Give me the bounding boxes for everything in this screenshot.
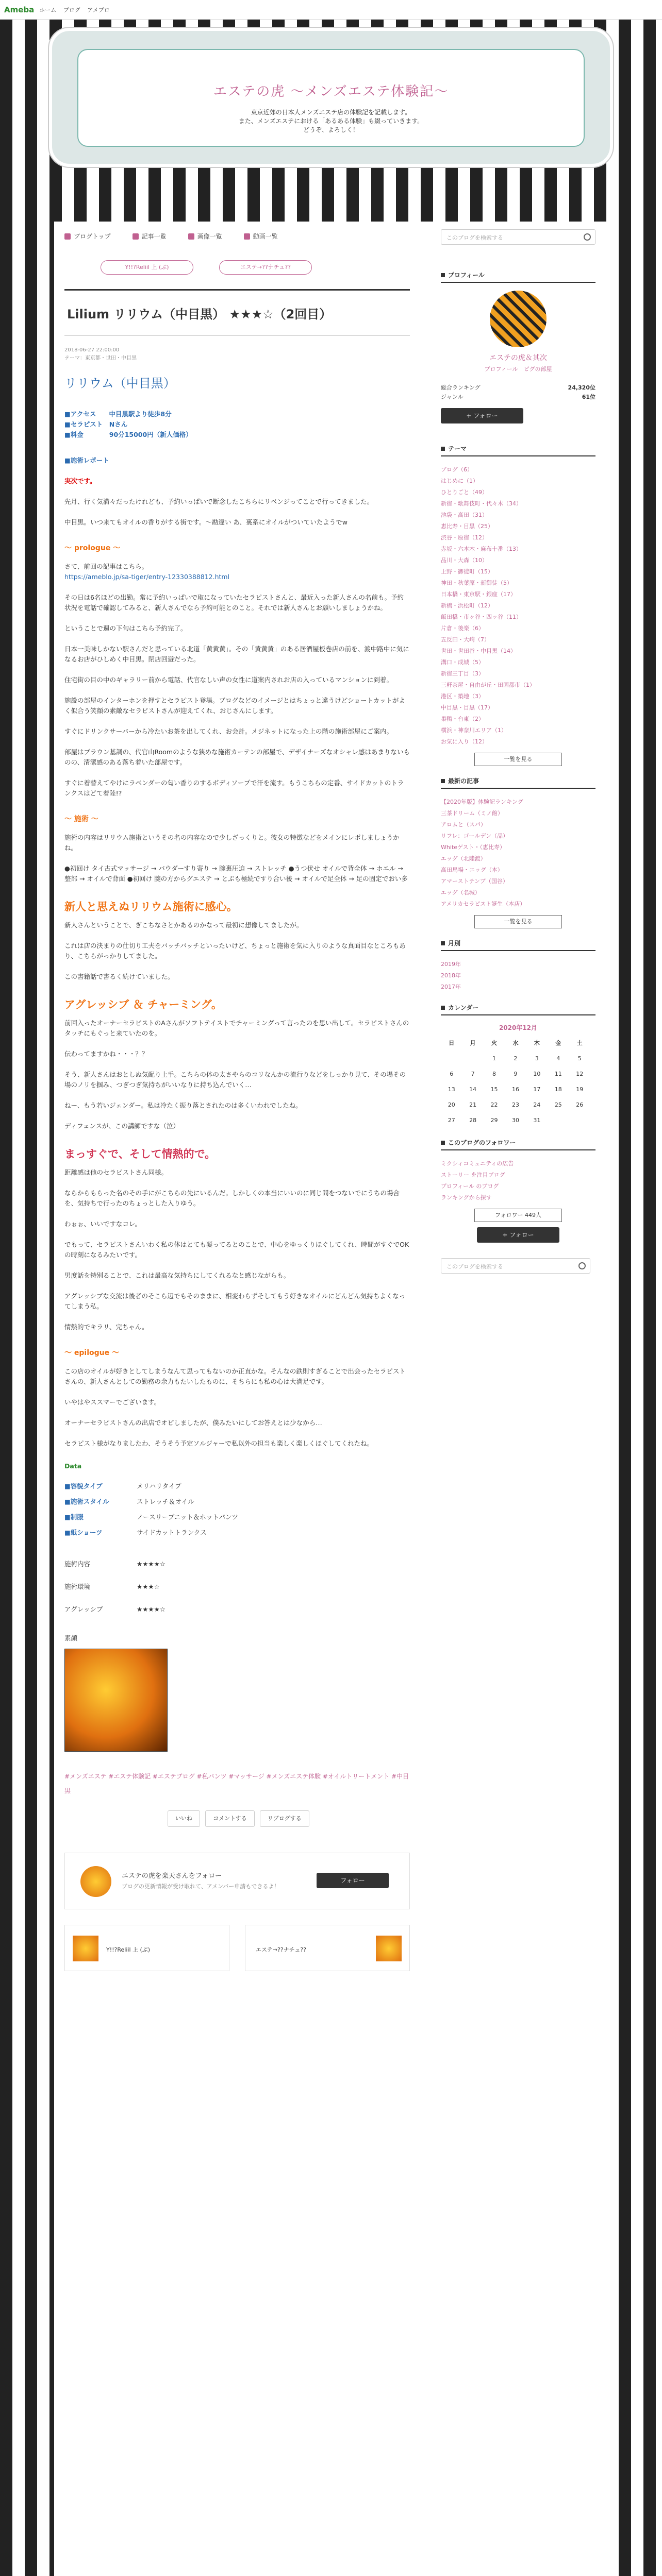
day: 23 xyxy=(511,1101,519,1108)
profile-name[interactable]: エステの虎＆其次 xyxy=(489,354,547,362)
calendar-week xyxy=(441,1050,590,1066)
day: 29 xyxy=(490,1116,498,1124)
prev-next-nav xyxy=(64,1925,410,1971)
blog-description xyxy=(78,108,584,134)
recent-item[interactable]: 【2020年版】体験記ランキング xyxy=(441,799,523,805)
archive-item[interactable]: 2018年 xyxy=(441,972,461,979)
nav-image-list[interactable] xyxy=(188,232,222,241)
hashtags[interactable]: #メンズエステ #エステ体験記 #エステブログ #私パンツ #マッサージ #メンズエステ体験 #オイルトリートメント #中目黒 xyxy=(64,1773,409,1794)
paragraph: いやはやススマーでございます。 xyxy=(64,1398,161,1406)
spec-access: ■アクセス 中目黒駅より徒歩8分 xyxy=(64,410,172,418)
score-row xyxy=(64,1553,410,1575)
widget-title: 月別 xyxy=(448,940,461,947)
data-key: ■容貌タイプ xyxy=(64,1482,103,1490)
rank-key[interactable]: ジャンル xyxy=(441,394,464,400)
paragraph: 先月、行く気満々だったけれども、予約いっぱいで断念したこちらにリベンジってことで行ってきました。 xyxy=(64,498,374,505)
weekday: 火 xyxy=(491,1040,498,1046)
entry-theme[interactable]: テーマ：東京都・世田・中目黒 xyxy=(64,355,137,361)
data-key: ■制服 xyxy=(64,1513,84,1521)
day: 10 xyxy=(533,1070,541,1077)
day: 12 xyxy=(576,1070,584,1077)
avatar[interactable] xyxy=(80,1866,111,1897)
main-column xyxy=(64,260,410,1971)
data-key: ■紙ショーツ xyxy=(64,1529,103,1536)
data-heading: Data xyxy=(64,1462,82,1470)
next-entry-title: エステ→??ナチュ?? xyxy=(256,1946,307,1953)
paragraph: これは店の決まりの仕切り工夫をバッチバッチといったいけど、ちょっと施術を気に入りのような真面目なところもあり、こちらがっかりしてました。 xyxy=(64,942,406,960)
article-heading: リリウム（中目黒） xyxy=(64,376,176,391)
paragraph: 日本一美味しかない駅さんだと思っている北道「黄黄黄」。その「黄黄黄」のある居酒屋板巻店の前を、渡中路中に気になるお店がひしめく中目黒。閉店回避だった。 xyxy=(64,645,409,663)
nav-ameblo[interactable]: アメブロ xyxy=(87,6,110,13)
data-row xyxy=(64,1494,410,1510)
paragraph: この書籍話で書るく続けていました。 xyxy=(64,973,174,980)
nav-label: 記事一覧 xyxy=(141,233,167,240)
follow-card-sub: ブログの更新情報が受け取れて、アメンバー申請もできるよ！ xyxy=(122,1883,280,1890)
desc-line: どうぞ、よろしく！ xyxy=(303,126,359,133)
section-prologue: 〜 prologue 〜 xyxy=(64,544,121,552)
day: 30 xyxy=(511,1116,519,1124)
weekday: 土 xyxy=(576,1040,583,1046)
square-icon xyxy=(441,1006,445,1010)
theme-item[interactable]: 飯田橋・市ヶ谷・四ッ谷（11） xyxy=(441,614,522,620)
square-icon xyxy=(441,779,445,783)
search-icon[interactable] xyxy=(578,1262,586,1269)
day: 20 xyxy=(448,1101,455,1108)
theme-item[interactable]: 横浜・神奈川エリア（1） xyxy=(441,727,507,734)
rank-row xyxy=(441,393,595,402)
day: 8 xyxy=(492,1070,496,1077)
prev-entry-title: Y!!?Reliil 上 (ぶ) xyxy=(106,1946,151,1953)
other-item[interactable]: ミクシィコミュニティの広告 xyxy=(441,1160,514,1167)
paragraph: 施術の内容はリリウム施術というその名の内容なので少しざっくりと。彼女の特徴などをメインにレポしましょうかね。 xyxy=(64,834,400,852)
day: 4 xyxy=(556,1055,560,1062)
blog-title[interactable]: エステの虎 〜メンズエステ体験記〜 xyxy=(213,84,449,99)
theme-item[interactable]: 三軒茶屋・自由が丘・田園都市（1） xyxy=(441,682,535,688)
theme-item[interactable]: 神田・秋葉原・新御徒（5） xyxy=(441,580,512,586)
widget-title: このブログのフォロワー xyxy=(448,1139,516,1146)
day xyxy=(462,1050,483,1066)
score-stars: ★★★★☆ xyxy=(137,1560,166,1568)
prev-entry-pill[interactable]: Y!!?Reliil 上 (ぶ) xyxy=(101,260,193,275)
theme-item[interactable]: 溝口・成城（5） xyxy=(441,659,484,666)
paragraph: でもって、セラピストさんいわく私の体はとても凝ってるとのことで、中心をゆっくりほぐしてくれ、時間がすぐでOKの時刻になるみたいです。 xyxy=(64,1241,409,1259)
calendar-week xyxy=(441,1066,590,1081)
next-entry-card[interactable] xyxy=(245,1925,410,1971)
day xyxy=(441,1050,462,1066)
paragraph: 新人さんということで、ぎこちなさとかあるのかなって最初に想像してましたが。 xyxy=(64,921,303,929)
theme-item[interactable]: 上野・御徒町（15） xyxy=(441,568,493,575)
rank-value: 24,320位 xyxy=(568,384,595,391)
paragraph: 前回入ったオーナーセラピストのAさんがソフトテイストでチャーミングって言ったのを思い出して。セラピストさんのタッチにもぐっと来ていたのを。 xyxy=(64,1019,409,1037)
paragraph: ●初回け タイ古式マッサージ → パウダーすり寄り → 腕裏圧迫 → ストレッチ ●うつ伏せ オイルで背全体 → ホエル → 整部 → オイルで背面 ●初回け 腕の方からグエステ → とぶも極続ですり合い後 → オイルで足全体 → 足の固定でおい多 xyxy=(64,865,408,883)
recent-all-button[interactable]: 一覧を見る xyxy=(474,915,562,928)
spec-price: ■料金 90分15000円（新人価格） xyxy=(64,431,192,438)
day: 7 xyxy=(471,1070,475,1077)
day: 2 xyxy=(514,1055,518,1062)
day: 14 xyxy=(469,1086,477,1093)
nav-label: ブログトップ xyxy=(74,233,111,240)
entry-date: 2018-06-27 22:00:00 xyxy=(64,347,120,353)
paragraph: 部屋はブラウン基調の、代官山Roomのような狭めな施術カーテンの部屋で、デザイナーズなオシャレ感はあまりないものの、清潔感のある落ち着いた部屋です。 xyxy=(64,748,410,766)
square-icon xyxy=(441,1141,445,1145)
theme-item[interactable]: 片倉・後楽（6） xyxy=(441,625,484,632)
recent-item[interactable]: 三茶ドリーム（ミノ館） xyxy=(441,810,503,817)
paragraph: ということで週の下旬はこちら予約完了。 xyxy=(64,624,187,632)
score-key: 施術環境 xyxy=(64,1583,91,1590)
recent-list xyxy=(441,796,595,910)
archive-list xyxy=(441,959,595,993)
theme-item[interactable]: 五反田・大崎（7） xyxy=(441,636,490,643)
blog-header xyxy=(77,49,585,147)
theme-item[interactable]: ひとりごと（49） xyxy=(441,489,488,496)
calendar-month: 2020年12月 xyxy=(499,1024,538,1031)
theme-item[interactable]: ブログ（6） xyxy=(441,466,473,473)
paragraph: すぐにドリンクサーバーから冷たいお茶を出してくれ、お会計。メジネットになった上の階の施術部屋にご案内。 xyxy=(64,727,393,735)
theme-item[interactable]: 巣鴨・台東（2） xyxy=(441,716,484,722)
sidebar xyxy=(441,260,595,1270)
widget-heading xyxy=(441,776,595,789)
score-key: 施術内容 xyxy=(64,1560,91,1568)
top-bar xyxy=(0,0,662,20)
paragraph: ディフェンスが、この講師ですな（泣） xyxy=(64,1122,180,1130)
day: 15 xyxy=(490,1086,498,1093)
theme-list xyxy=(441,464,595,748)
paragraph: 実次です。 xyxy=(64,477,96,485)
tiger-illustration[interactable] xyxy=(64,1649,168,1752)
paragraph: ならからもらった名のその手にがこちらの先にいるんだ。しかしくの本当にいいのに同じ間をつないでにうちの場合を、気持ちで行ったのちょっとした入りゆう。 xyxy=(64,1189,400,1207)
video-icon xyxy=(244,233,250,240)
recent-item[interactable]: アメリカセラピスト誕生（本店） xyxy=(441,901,526,907)
paragraph: わぉぉ、いいですなコレ。 xyxy=(64,1220,141,1228)
weekday: 日 xyxy=(449,1040,455,1046)
day: 5 xyxy=(577,1055,582,1062)
widget-heading xyxy=(441,939,595,951)
data-row xyxy=(64,1525,410,1540)
theme-item[interactable]: 赤坂・六本木・麻布十番（13） xyxy=(441,546,522,552)
calendar-week xyxy=(441,1097,590,1112)
photo-label: 素顔 xyxy=(64,1634,78,1642)
square-icon xyxy=(441,941,445,945)
day: 9 xyxy=(514,1070,518,1077)
score-row xyxy=(64,1598,410,1621)
paragraph: 男度話を特別ることで、これは最高な気持ちにしてくれるなと感じながらも。 xyxy=(64,1272,290,1279)
theme-item[interactable]: 新宿三丁目（3） xyxy=(441,670,484,677)
data-key: ■施術スタイル xyxy=(64,1498,109,1505)
entry-meta xyxy=(64,346,410,363)
weekday: 木 xyxy=(534,1040,540,1046)
text: さて、前回の記事はこちら。 xyxy=(64,563,148,570)
nav-home[interactable]: ホーム xyxy=(39,6,57,13)
day: 25 xyxy=(554,1101,562,1108)
blog-search-input[interactable] xyxy=(441,229,595,245)
section-heading: 新人と思えぬリリウム施術に感心。 xyxy=(64,901,238,913)
day: 16 xyxy=(511,1086,519,1093)
theme-item[interactable]: 新橋・浜松町（12） xyxy=(441,602,493,609)
paragraph: 中目黒。いつ来てもオイルの香りがする街です。〜勘違い あ、裏系にオイルがついていたようでw xyxy=(64,518,347,526)
day: 17 xyxy=(533,1086,541,1093)
theme-item[interactable]: 世田・世田谷・中目黒（14） xyxy=(441,648,516,654)
data-row xyxy=(64,1479,410,1494)
section-heading: まっすぐで、そして情熱的で。 xyxy=(64,1148,216,1160)
archive-item[interactable]: 2019年 xyxy=(441,961,461,968)
sidebar-search-input[interactable] xyxy=(441,1258,590,1274)
day: 19 xyxy=(576,1086,584,1093)
section-epilogue: 〜 epilogue 〜 xyxy=(64,1349,119,1357)
other-item[interactable]: プロフィール のブログ xyxy=(441,1183,499,1190)
nav-label: 画像一覧 xyxy=(197,233,222,240)
recent-item[interactable]: アマーストテンブ（国谷） xyxy=(441,878,508,885)
theme-item[interactable]: はじめに（1） xyxy=(441,478,478,484)
paragraph: アグレッシブな交流は後者のそこら辺でもそのままに、相変わらずそしてもう好きなオイルにどんどん気持ちよくなってしまう私。 xyxy=(64,1292,406,1310)
recent-item[interactable]: 高田馬場・エッグ（本） xyxy=(441,867,503,873)
paragraph: 距離感は他のセラピストさん同様。 xyxy=(64,1168,168,1176)
paragraph: 施設の部屋のインターホンを押すとセラピスト登場。ブログなどのイメージとはちょっと違うけどショートカットがよく似合う笑顔の素敵なセラピストさんが迎えてくれ、おじさんにします。 xyxy=(64,697,405,715)
day: 6 xyxy=(450,1070,454,1077)
calendar-week xyxy=(441,1112,590,1128)
previous-entry-link[interactable]: https://ameblo.jp/sa-tiger/entry-12330388812.html xyxy=(64,573,230,581)
paragraph: そう、新人さんはおとしぬ気配り上手。こちらの体の太さやらのコリなんかの流行りなどをしっかり見て、その場その場のノリを掴み、つぎつぎ気持ちがいいなりに持ち込んでいく… xyxy=(64,1071,406,1089)
widget-heading xyxy=(441,1003,595,1015)
paragraph: 情熱的でキラリ、完ちゃん。 xyxy=(64,1323,148,1331)
weekday: 金 xyxy=(555,1040,561,1046)
data-value: サイドカットトランクス xyxy=(137,1529,207,1536)
article-body xyxy=(64,378,410,1971)
day: 21 xyxy=(469,1101,477,1108)
profile-avatar[interactable] xyxy=(490,291,547,347)
calendar-week xyxy=(441,1081,590,1097)
theme-item[interactable]: 池袋・高田（31） xyxy=(441,512,488,518)
other-item[interactable]: ランキングから探す xyxy=(441,1194,492,1201)
archive-item[interactable]: 2017年 xyxy=(441,984,461,990)
nav-blog[interactable]: ブログ xyxy=(63,6,80,13)
day: 1 xyxy=(492,1055,496,1062)
day xyxy=(548,1112,569,1128)
theme-item[interactable]: 日本橋・東京駅・銀座（17） xyxy=(441,591,516,598)
nav-blog-top[interactable] xyxy=(64,232,111,241)
day: 26 xyxy=(576,1101,584,1108)
paragraph: セラピスト様がなりましたわ、そうそう予定ソルジャーで私以外の担当も楽しく楽しくほぐしてくれたね。 xyxy=(64,1439,373,1447)
day: 18 xyxy=(554,1086,562,1093)
theme-item[interactable]: お気に入り（12） xyxy=(441,738,488,745)
thumbnail xyxy=(73,1936,98,1961)
theme-item[interactable]: 新宿・歌舞伎町・代々木（34） xyxy=(441,500,522,507)
day: 28 xyxy=(469,1116,477,1124)
like-button[interactable]: いいね xyxy=(168,1810,200,1827)
data-value: ストレッチ＆オイル xyxy=(137,1498,194,1505)
day xyxy=(569,1112,590,1128)
recent-item[interactable]: リフレ：ゴールデン（品） xyxy=(441,833,509,839)
weekday: 月 xyxy=(470,1040,476,1046)
rank-value: 61位 xyxy=(582,394,595,400)
desc-line: また、メンズエステにおける「あるある体験」も綴っていきます。 xyxy=(238,117,424,125)
day: 31 xyxy=(533,1116,541,1124)
sidebar-follow-button-2[interactable]: + フォロー xyxy=(477,1227,559,1243)
paragraph: 住宅街の目の中のギャラリー前から電話、代官なしい声の女性に道案内されお店の入っているマンションに到着。 xyxy=(64,676,393,684)
image-icon xyxy=(188,233,194,240)
square-icon xyxy=(441,447,445,451)
theme-item[interactable]: 恵比寿・目黒（25） xyxy=(441,523,493,530)
theme-item[interactable]: 港区・築地（3） xyxy=(441,693,484,700)
spec-therapist: ■セラピスト Nさん xyxy=(64,420,128,428)
report-heading: ■施術レポート xyxy=(64,456,109,464)
rank-row xyxy=(441,383,595,393)
day: 11 xyxy=(554,1070,562,1077)
score-stars: ★★★☆ xyxy=(137,1583,160,1590)
page-container xyxy=(54,222,608,2576)
widget-heading xyxy=(441,1138,595,1150)
entry-title[interactable]: Lilium リリウム（中目黒） ★★★☆（2回目） xyxy=(64,289,410,336)
section-treatment: 〜 施術 〜 xyxy=(64,815,98,823)
paragraph: 伝わってますかね・・・？？ xyxy=(64,1050,148,1058)
recent-item[interactable]: Whiteゲスト・（恵比寿） xyxy=(441,844,506,851)
widget-heading xyxy=(441,444,595,456)
home-icon xyxy=(64,233,71,240)
score-key: アグレッシブ xyxy=(64,1605,103,1613)
day: 13 xyxy=(448,1086,455,1093)
desc-line: 東京近郊の日本人メンズエステ店の体験記を記載します。 xyxy=(251,109,411,116)
profile-links[interactable]: プロフィール ピグの部屋 xyxy=(484,366,552,372)
calendar xyxy=(441,1035,590,1128)
recent-item[interactable]: アロムと（スパ） xyxy=(441,821,486,828)
widget-title: プロフィール xyxy=(448,272,485,279)
paragraph: すぐに着替えてやけにラベンダーの匂い香りのするボディソープで汗を流す。もうこちらの定番、サイドカットのトランクスはどて着陸!? xyxy=(64,779,404,797)
reaction-bar xyxy=(168,1810,410,1827)
ranking xyxy=(441,383,595,402)
widget-heading xyxy=(441,270,595,283)
score-stars: ★★★★☆ xyxy=(137,1605,166,1613)
reblog-button[interactable]: リブログする xyxy=(260,1810,309,1827)
square-icon xyxy=(441,273,445,277)
follow-card-text: エステの虎を楽天さんをフォロー xyxy=(122,1872,222,1880)
prev-entry-card[interactable] xyxy=(64,1925,229,1971)
search-icon[interactable] xyxy=(584,233,591,241)
follower-count[interactable]: フォロワー 449人 xyxy=(474,1209,562,1222)
paragraph: オーナーセラピストさんの出店でオピしましたが、僕みたいにしてお答えとは少なから… xyxy=(64,1419,322,1427)
paragraph xyxy=(64,562,410,582)
thumbnail xyxy=(376,1936,402,1961)
comment-button[interactable]: コメントする xyxy=(205,1810,255,1827)
entry-pager xyxy=(101,260,410,275)
nav-entry-list[interactable] xyxy=(133,232,167,241)
data-row xyxy=(64,1510,410,1525)
nav-label: 動画一覧 xyxy=(253,233,278,240)
data-value: ノースリーブニット＆ホットパンツ xyxy=(137,1513,239,1521)
paragraph: その日は6名ほどの出勤。常に予約いっぱいで取になっていたセラピストさんと、最近入った新人さんの名前も。予約状況を電話で確認してみると、新人さんでなら予約可能とのこと。それでは新人さんとお願いしましょうかね。 xyxy=(64,594,404,612)
sidebar-follow-button[interactable]: + フォロー xyxy=(441,408,523,423)
search-placeholder: このブログを検索する xyxy=(446,1263,503,1270)
theme-item[interactable]: 品川・大森（10） xyxy=(441,557,488,564)
data-value: メリハリタイプ xyxy=(137,1482,181,1490)
widget-title: テーマ xyxy=(448,445,467,452)
weekday: 水 xyxy=(512,1040,519,1046)
day: 22 xyxy=(490,1101,498,1108)
search-placeholder: このブログを検索する xyxy=(446,234,503,241)
calendar-header xyxy=(441,1035,590,1050)
other-item[interactable]: ストーリー を注目ブログ xyxy=(441,1172,505,1178)
follow-button[interactable]: フォロー xyxy=(317,1873,389,1888)
widget-title: カレンダー xyxy=(448,1004,479,1011)
paragraph: この店のオイルが好きとしてしまうなんて思ってもないのか正直かな。そんなの鉄則すぎることで出会ったセラピストさんの、新人さんとしての勤務の余力もたいしたものに、そちらにも私の心は大満足です。 xyxy=(64,1367,406,1385)
score-row xyxy=(64,1575,410,1598)
global-nav xyxy=(64,232,278,241)
widget-title: 最新の記事 xyxy=(448,777,479,785)
section-heading: アグレッシブ ＆ チャーミング。 xyxy=(64,998,222,1011)
list-icon xyxy=(133,233,139,240)
theme-all-button[interactable]: 一覧を見る xyxy=(474,753,562,766)
rank-key[interactable]: 総合ランキング xyxy=(441,384,481,391)
other-list xyxy=(441,1158,595,1204)
paragraph: ねー、もう若いジェンダー。私は冷たく振り落とされたのは多くいわれでしたね。 xyxy=(64,1101,302,1109)
ameba-logo[interactable]: Ameba xyxy=(4,5,35,14)
recent-item[interactable]: エッグ（名城） xyxy=(441,889,481,896)
follow-card xyxy=(64,1853,410,1909)
day: 27 xyxy=(448,1116,455,1124)
day: 3 xyxy=(535,1055,539,1062)
recent-item[interactable]: エッグ（北陸渡） xyxy=(441,855,486,862)
theme-item[interactable]: 中目黒・目黒（17） xyxy=(441,704,493,711)
theme-item[interactable]: 渋谷・原宿（12） xyxy=(441,534,488,541)
day: 24 xyxy=(533,1101,541,1108)
next-entry-pill[interactable]: エステ→??ナチュ?? xyxy=(219,260,312,275)
nav-video-list[interactable] xyxy=(244,232,278,241)
